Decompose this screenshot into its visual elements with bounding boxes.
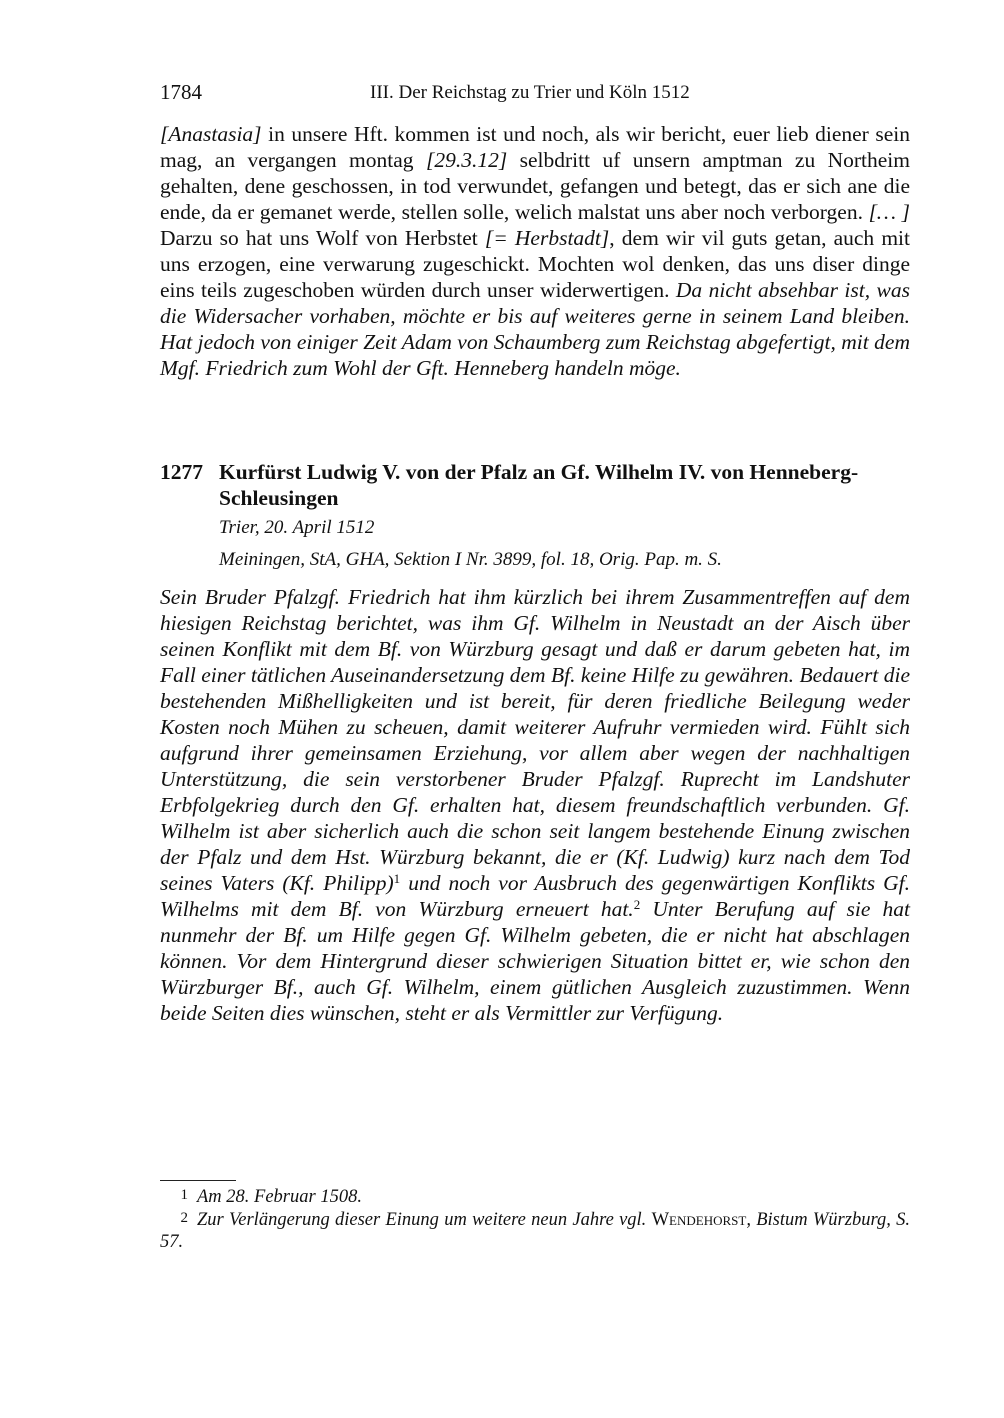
summary-paragraph	[160, 584, 910, 1026]
footnote-divider	[160, 1180, 236, 1181]
footnote-ref-2[interactable]: 2	[633, 897, 641, 912]
editorial-name: [Anastasia]	[160, 122, 262, 146]
editorial-omission: [… ]	[868, 200, 910, 224]
summary-text: und noch vor Ausbruch des gegenwärtigen Konflikts Gf. Wilhelms mit dem Bf. von Würzburg erneuert hat.	[160, 871, 911, 921]
editorial-note: [= Herbstadt]	[484, 226, 610, 250]
footnote-text: Zur Verlängerung dieser Einung um weitere neun Jahre vgl.	[197, 1210, 652, 1230]
footnote-ref-1[interactable]: 1	[393, 871, 401, 886]
footnote-text: Am 28. Februar 1508.	[197, 1187, 362, 1207]
editorial-date: [29.3.12]	[425, 148, 508, 172]
quoted-text: , dem wir vil guts getan, auch mit uns erzogen, eine verwarung zugeschickt. Mochten wol denken, das uns diser dinge eins teils zugeschoben würden durch unser widerwertigen.	[160, 226, 910, 302]
editorial-summary: Da nicht absehbar ist, was die Widersacher vorhaben, möchte er bis auf weiteres gerne in seinem Land bleiben. Hat jedoch von einiger Zeit Adam von Schaumberg zum Reichstag abgefertigt, mit dem Mgf. Friedrich zum Wohl der Gft. Henneberg handeln möge.	[160, 278, 910, 380]
quoted-text: in unsere Hft. kommen ist und noch, als wir bericht, euer lieb diener sein mag, an vergangen montag	[160, 122, 910, 172]
document-number: 1277	[160, 460, 203, 484]
document-title: Kurfürst Ludwig V. von der Pfalz an Gf. Wilhelm IV. von Henneberg-Schleusingen	[219, 460, 859, 510]
footnote-1	[160, 1184, 910, 1208]
summary-text: Unter Berufung auf sie hat nunmehr der Bf. um Hilfe gegen Gf. Wilhelm gebeten, die er nicht hat abschlagen können. Vor dem Hintergrund dieser schwierigen Situation bittet er, wie schon den Würzburger Bf., auch Gf. Wilhelm, einem gütlichen Ausgleich zuzustimmen. Wenn beide Seiten dies wünschen, steht er als Vermittler zur Verfügung.	[160, 897, 911, 1025]
page-number: 1784	[160, 80, 202, 104]
footnote-text: , Bistum Würzburg, S. 57.	[160, 1210, 910, 1252]
footnote-author: Wendehorst	[651, 1210, 747, 1230]
running-title: III. Der Reichstag zu Trier und Köln 1512	[370, 82, 690, 103]
previous-document-text	[160, 121, 910, 381]
page-header	[160, 80, 910, 108]
summary-text: Sein Bruder Pfalzgf. Friedrich hat ihm kürzlich bei ihrem Zusammentreffen auf dem hiesigen Reichstag berichtet, was ihm Gf. Wilhelm in Neustadt an der Aisch über seinen Konflikt mit dem Bf. von Würzburg gesagt und daß er darum gebeten hat, im Fall einer tätlichen Auseinandersetzung dem Bf. keine Hilfe zu gewähren. Bedauert die bestehenden Mißhelligkeiten und ist bereit, für deren friedliche Beilegung weder Kosten noch Mühen zu scheuen, damit weiterer Aufruhr vermieden wird. Fühlt sich aufgrund ihrer gemeinsamen Erziehung, vor allem aber wegen der nachhaltigen Unterstützung, die sein verstorbener Bruder Pfalzgf. Ruprecht im Landshuter Erbfolgekrieg durch den Gf. erhalten hat, diesem freundschaftlich verbunden. Gf. Wilhelm ist aber sicherlich auch die schon seit langem bestehende Einung zwischen der Pfalz und dem Hst. Würzburg bekannt, die er (Kf. Ludwig) kurz nach dem Tod seines Vaters (Kf. Philipp)	[160, 585, 910, 895]
quoted-text: selbdritt uf unsern amptman zu Northeim gehalten, dene geschossen, in tod verwundet, gefangen und betegt, das er sich ane die ende, da er gemanet werde, stellen solle, welich malstat uns aber noch verborgen.	[160, 148, 911, 224]
document-source: Meiningen, StA, GHA, Sektion I Nr. 3899, fol. 18, Orig. Pap. m. S.	[219, 549, 722, 570]
previous-document-paragraph	[160, 121, 910, 381]
document-place-date: Trier, 20. April 1512	[219, 517, 375, 538]
footnote-mark: 2	[180, 1210, 188, 1226]
quoted-text: Darzu so hat uns Wolf von Herbstet	[160, 226, 485, 250]
document-summary	[160, 584, 910, 1026]
footnote-mark: 1	[180, 1187, 188, 1203]
footnote-2	[160, 1207, 910, 1253]
